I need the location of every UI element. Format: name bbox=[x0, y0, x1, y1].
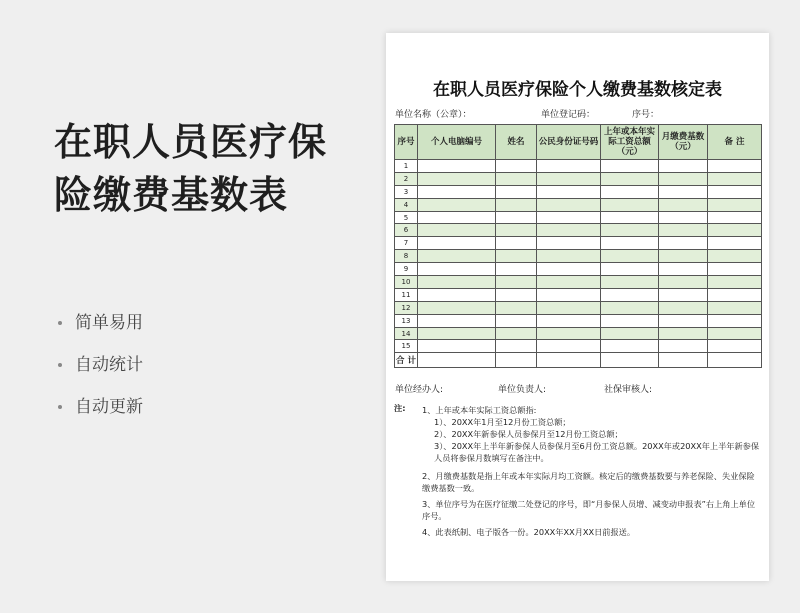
feature-item: 简单易用 bbox=[58, 310, 143, 352]
table-cell bbox=[659, 198, 708, 211]
table-cell bbox=[601, 301, 659, 314]
title-line-2: 险缴费基数表 bbox=[54, 173, 289, 217]
table-cell bbox=[659, 288, 708, 301]
seq-no-label: 序号： bbox=[632, 110, 660, 120]
table-cell bbox=[537, 276, 601, 289]
leader-label: 单位负责人: bbox=[498, 385, 547, 395]
table-cell bbox=[659, 314, 708, 327]
note-3: 3、单位序号为在医疗征缴二处登记的序号，即“月参保人员增、减变动申报表”右上角上单位序号。 bbox=[422, 499, 756, 521]
table-cell bbox=[418, 288, 496, 301]
row-number-cell: 6 bbox=[395, 224, 418, 237]
table-cell bbox=[708, 301, 762, 314]
table-cell bbox=[418, 340, 496, 353]
table-cell bbox=[659, 224, 708, 237]
row-number-cell: 15 bbox=[395, 340, 418, 353]
row-number-cell: 8 bbox=[395, 250, 418, 263]
table-row bbox=[395, 211, 762, 224]
table-cell bbox=[496, 237, 537, 250]
table-row bbox=[395, 250, 762, 263]
table-cell bbox=[496, 224, 537, 237]
table-cell bbox=[537, 263, 601, 276]
table-cell bbox=[601, 353, 659, 368]
table-cell bbox=[601, 276, 659, 289]
table-cell bbox=[708, 237, 762, 250]
table-header-row bbox=[395, 125, 762, 160]
row-number-cell: 14 bbox=[395, 327, 418, 340]
table-cell bbox=[537, 288, 601, 301]
row-number-cell: 1 bbox=[395, 160, 418, 173]
table-cell bbox=[601, 211, 659, 224]
table-cell bbox=[418, 185, 496, 198]
table-cell bbox=[601, 185, 659, 198]
table-cell bbox=[418, 327, 496, 340]
table-cell bbox=[418, 263, 496, 276]
table-cell bbox=[659, 172, 708, 185]
table-cell bbox=[659, 327, 708, 340]
table-cell bbox=[496, 327, 537, 340]
table-cell bbox=[537, 250, 601, 263]
table-row bbox=[395, 314, 762, 327]
table-cell bbox=[418, 353, 496, 368]
table-cell bbox=[601, 224, 659, 237]
row-number-cell: 10 bbox=[395, 276, 418, 289]
table-cell bbox=[659, 301, 708, 314]
table-row bbox=[395, 301, 762, 314]
table-cell bbox=[708, 224, 762, 237]
document-preview bbox=[386, 33, 769, 581]
table-cell bbox=[708, 211, 762, 224]
table-cell bbox=[418, 224, 496, 237]
table-cell bbox=[601, 160, 659, 173]
bullet-icon bbox=[58, 363, 62, 367]
table-cell bbox=[418, 198, 496, 211]
column-header: 公民身份证号码 bbox=[537, 125, 601, 160]
page-title bbox=[54, 116, 374, 222]
row-number-cell: 11 bbox=[395, 288, 418, 301]
table-row bbox=[395, 172, 762, 185]
table-cell bbox=[601, 314, 659, 327]
note-2: 2、月缴费基数是指上年或本年实际月均工资额。核定后的缴费基数要与养老保险、失业保险缴费基数一致。 bbox=[422, 471, 755, 493]
table-cell bbox=[537, 301, 601, 314]
table-cell bbox=[659, 340, 708, 353]
note-4: 4、此表纸制、电子版各一份。20XX年XX月XX日前报送。 bbox=[422, 527, 636, 537]
table-cell bbox=[708, 340, 762, 353]
table-cell bbox=[537, 160, 601, 173]
row-number-cell: 3 bbox=[395, 185, 418, 198]
table-row bbox=[395, 185, 762, 198]
note-1b: 2）、20XX年新参保人员参保月至12月份工资总额； bbox=[434, 429, 623, 439]
table-cell bbox=[708, 198, 762, 211]
table-cell bbox=[708, 314, 762, 327]
contribution-table bbox=[394, 124, 762, 368]
table-cell bbox=[496, 250, 537, 263]
table-cell bbox=[537, 353, 601, 368]
table-cell bbox=[418, 314, 496, 327]
unit-code-label: 单位登记码： bbox=[541, 110, 596, 120]
table-row bbox=[395, 340, 762, 353]
total-row bbox=[395, 353, 762, 368]
table-cell bbox=[496, 340, 537, 353]
row-number-cell: 9 bbox=[395, 263, 418, 276]
table-cell bbox=[496, 211, 537, 224]
table-cell bbox=[537, 172, 601, 185]
table-cell bbox=[496, 301, 537, 314]
table-cell bbox=[496, 198, 537, 211]
feature-list bbox=[58, 310, 143, 436]
table-cell bbox=[601, 340, 659, 353]
table-cell bbox=[708, 172, 762, 185]
table-cell bbox=[537, 327, 601, 340]
table-row bbox=[395, 224, 762, 237]
table-cell bbox=[496, 160, 537, 173]
feature-item: 自动更新 bbox=[58, 394, 143, 436]
table-cell bbox=[708, 160, 762, 173]
table-cell bbox=[496, 288, 537, 301]
table-cell bbox=[537, 185, 601, 198]
table-cell bbox=[659, 276, 708, 289]
table-cell bbox=[537, 198, 601, 211]
table-cell bbox=[496, 314, 537, 327]
table-cell bbox=[496, 353, 537, 368]
table-cell bbox=[418, 172, 496, 185]
table-cell bbox=[537, 314, 601, 327]
bullet-icon bbox=[58, 321, 62, 325]
total-label-cell: 合 计 bbox=[395, 353, 418, 368]
table-cell bbox=[418, 276, 496, 289]
table-cell bbox=[659, 237, 708, 250]
table-row bbox=[395, 327, 762, 340]
table-cell bbox=[659, 160, 708, 173]
table-cell bbox=[601, 263, 659, 276]
table-row bbox=[395, 288, 762, 301]
column-header: 个人电脑编号 bbox=[418, 125, 496, 160]
column-header: 上年或本年实际工资总额（元） bbox=[601, 125, 659, 160]
table-cell bbox=[537, 340, 601, 353]
table-cell bbox=[496, 185, 537, 198]
note-1a: 1）、20XX年1月至12月份工资总额； bbox=[434, 417, 571, 427]
table-cell bbox=[708, 250, 762, 263]
column-header: 姓名 bbox=[496, 125, 537, 160]
document-title: 在职人员医疗保险个人缴费基数核定表 bbox=[433, 80, 722, 100]
table-cell bbox=[659, 250, 708, 263]
table-cell bbox=[601, 172, 659, 185]
table-row bbox=[395, 276, 762, 289]
feature-item: 自动统计 bbox=[58, 352, 143, 394]
row-number-cell: 13 bbox=[395, 314, 418, 327]
table-cell bbox=[659, 185, 708, 198]
table-cell bbox=[418, 250, 496, 263]
table-cell bbox=[601, 288, 659, 301]
column-header: 月缴费基数（元） bbox=[659, 125, 708, 160]
bullet-icon bbox=[58, 405, 62, 409]
table-cell bbox=[659, 211, 708, 224]
table-cell bbox=[496, 263, 537, 276]
table-cell bbox=[418, 160, 496, 173]
row-number-cell: 12 bbox=[395, 301, 418, 314]
table-cell bbox=[496, 276, 537, 289]
table-row bbox=[395, 160, 762, 173]
column-header: 序号 bbox=[395, 125, 418, 160]
table-row bbox=[395, 263, 762, 276]
table-cell bbox=[601, 327, 659, 340]
table-cell bbox=[708, 185, 762, 198]
table-row bbox=[395, 237, 762, 250]
table-cell bbox=[496, 172, 537, 185]
table-cell bbox=[418, 301, 496, 314]
note-1c: 3）、20XX年上半年新参保人员参保月至6月份工资总额。20XX年或20XX年上半年新参保人员将参保月数填写在备注中。 bbox=[434, 441, 760, 463]
table-cell bbox=[601, 237, 659, 250]
table-cell bbox=[418, 237, 496, 250]
note-1: 1、上年或本年实际工资总额指: bbox=[422, 405, 537, 415]
title-line-1: 在职人员医疗保 bbox=[54, 120, 328, 164]
table-cell bbox=[601, 198, 659, 211]
table-cell bbox=[537, 237, 601, 250]
table-cell bbox=[659, 353, 708, 368]
table-cell bbox=[708, 288, 762, 301]
row-number-cell: 2 bbox=[395, 172, 418, 185]
table-cell bbox=[537, 224, 601, 237]
handler-label: 单位经办人: bbox=[395, 385, 444, 395]
table-cell bbox=[708, 276, 762, 289]
table-row bbox=[395, 198, 762, 211]
row-number-cell: 7 bbox=[395, 237, 418, 250]
table-cell bbox=[537, 211, 601, 224]
column-header: 备 注 bbox=[708, 125, 762, 160]
table-cell bbox=[708, 327, 762, 340]
table-cell bbox=[708, 353, 762, 368]
table-cell bbox=[601, 250, 659, 263]
auditor-label: 社保审核人: bbox=[604, 385, 653, 395]
table-cell bbox=[418, 211, 496, 224]
table-cell bbox=[659, 263, 708, 276]
row-number-cell: 4 bbox=[395, 198, 418, 211]
unit-name-label: 单位名称（公章）： bbox=[395, 110, 472, 120]
notes-label: 注: bbox=[394, 403, 406, 413]
row-number-cell: 5 bbox=[395, 211, 418, 224]
table-cell bbox=[708, 263, 762, 276]
